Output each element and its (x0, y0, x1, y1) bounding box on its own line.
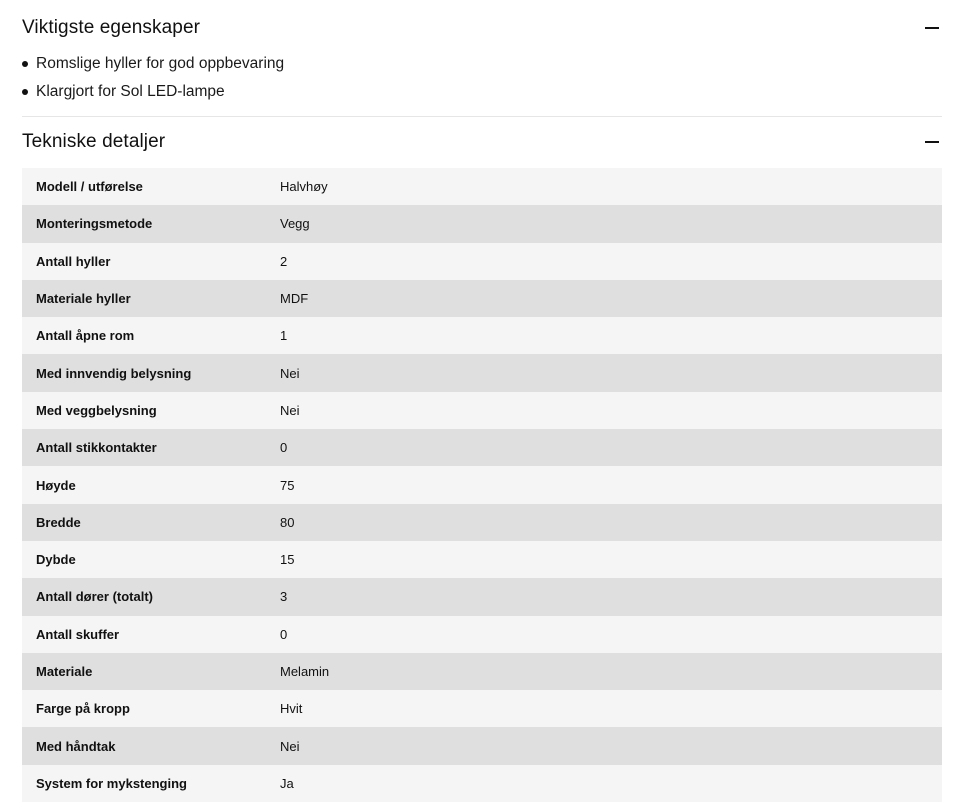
tech-section-header[interactable] (22, 122, 942, 162)
table-row (22, 280, 942, 317)
spec-label: System for mykstenging (36, 775, 187, 791)
spec-label: Farge på kropp (36, 701, 130, 717)
table-row (22, 317, 942, 354)
table-row (22, 168, 942, 205)
spec-value: Melamin (280, 664, 330, 679)
features-section-header[interactable] (22, 8, 942, 48)
spec-value: Nei (280, 738, 300, 754)
table-row (22, 243, 942, 280)
spec-value: 75 (280, 477, 295, 493)
bullet-icon (22, 89, 28, 95)
spec-value: Nei (280, 365, 300, 381)
tech-collapse-button[interactable] (922, 132, 942, 152)
list-item (22, 78, 284, 106)
table-row (22, 541, 942, 578)
spec-label: Modell / utførelse (36, 179, 143, 195)
features-list (22, 50, 284, 106)
feature-text: Romslige hyller for god oppbevaring (36, 55, 285, 72)
section-divider (22, 116, 942, 117)
table-row (22, 616, 942, 653)
table-row (22, 578, 942, 615)
minus-icon (925, 141, 939, 143)
spec-value: Halvhøy (280, 179, 328, 195)
spec-label: Med håndtak (36, 738, 116, 754)
spec-label: Materiale hyller (36, 291, 131, 307)
spec-value: 2 (280, 253, 288, 269)
spec-label: Antall hyller (36, 253, 111, 269)
table-row (22, 690, 942, 727)
spec-value: 3 (280, 589, 288, 605)
bullet-icon (22, 61, 28, 67)
feature-text: Klargjort for Sol LED-lampe (36, 83, 225, 100)
spec-value: 80 (280, 514, 295, 530)
list-item (22, 50, 284, 78)
spec-value: MDF (280, 291, 309, 307)
spec-label: Bredde (36, 514, 81, 530)
spec-label: Antall stikkontakter (36, 440, 157, 456)
spec-label: Antall dører (totalt) (36, 589, 153, 605)
spec-label: Materiale (36, 664, 93, 679)
spec-value: Hvit (280, 701, 303, 717)
table-row (22, 205, 942, 242)
table-row (22, 354, 942, 391)
table-row (22, 429, 942, 466)
tech-section-title: Tekniske detaljer (22, 131, 166, 152)
spec-label: Dybde (36, 552, 76, 568)
spec-label: Antall skuffer (36, 626, 120, 642)
specs-table (22, 168, 942, 802)
spec-label: Antall åpne rom (36, 328, 135, 344)
spec-label: Høyde (36, 477, 76, 493)
table-row (22, 392, 942, 429)
table-row (22, 653, 942, 690)
spec-value: Ja (280, 775, 294, 791)
table-row (22, 727, 942, 764)
features-collapse-button[interactable] (922, 18, 942, 38)
table-row (22, 504, 942, 541)
features-section-title: Viktigste egenskaper (22, 17, 201, 38)
table-row (22, 765, 942, 802)
spec-value: Vegg (280, 216, 310, 232)
spec-value: 0 (280, 440, 288, 456)
spec-label: Monteringsmetode (36, 216, 153, 232)
spec-label: Med veggbelysning (36, 402, 157, 418)
minus-icon (925, 27, 939, 29)
spec-value: 0 (280, 626, 288, 642)
table-row (22, 466, 942, 503)
spec-value: 1 (280, 328, 288, 344)
spec-value: 15 (280, 552, 295, 568)
spec-value: Nei (280, 402, 300, 418)
spec-label: Med innvendig belysning (36, 365, 192, 381)
